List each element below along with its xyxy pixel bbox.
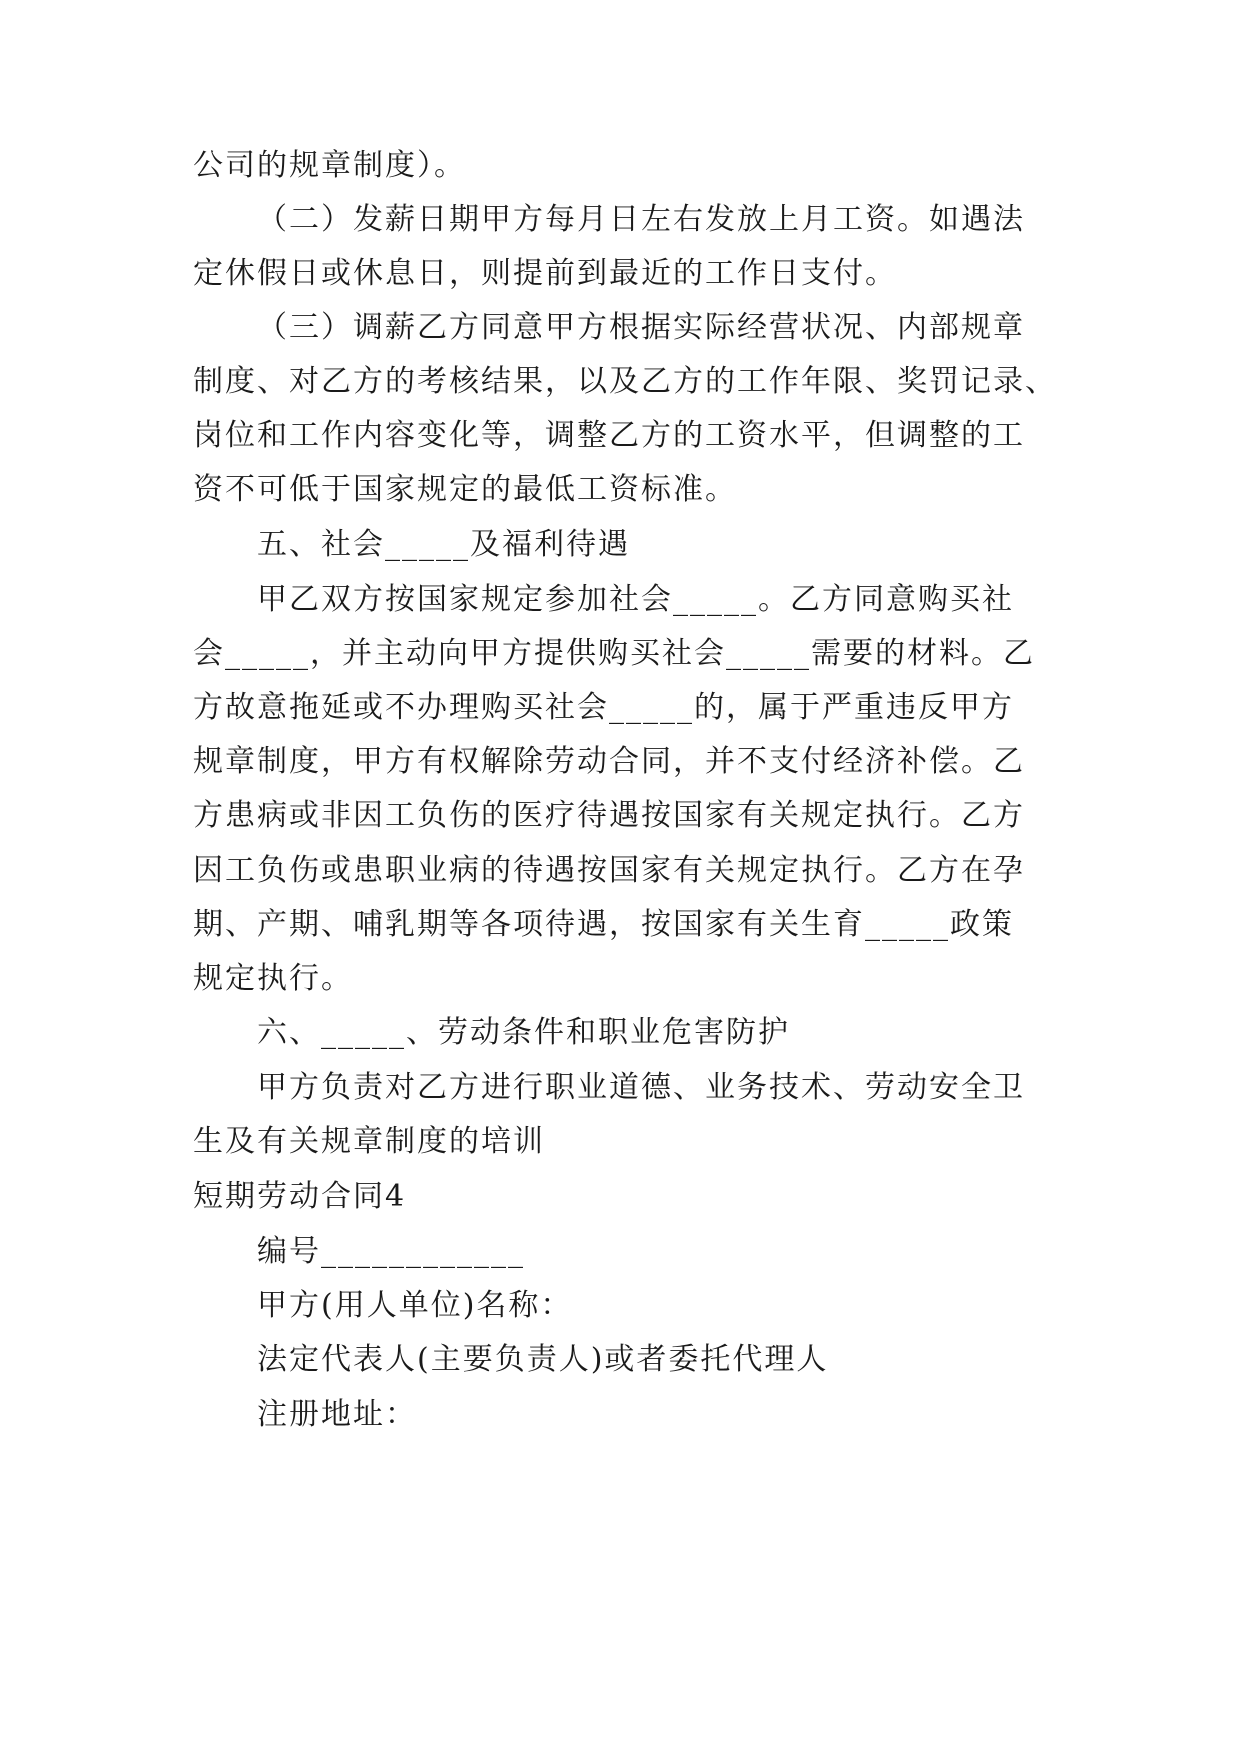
document-title: 短期劳动合同4 [193,1179,407,1214]
paragraph-line: 期、产期、哺乳期等各项待遇，按国家有关生育_____政策 [193,907,1014,942]
paragraph-line: 甲乙双方按国家规定参加社会_____。乙方同意购买社 [257,582,1014,617]
registered-address-field: 注册地址： [257,1397,417,1432]
paragraph-line: 规章制度，甲方有权解除劳动合同，并不支付经济补偿。乙 [193,744,1025,779]
paragraph-line: 因工负伤或患职业病的待遇按国家有关规定执行。乙方在孕 [193,853,1025,888]
paragraph-line: 生及有关规章制度的培训 [193,1124,545,1159]
paragraph-line: 会_____，并主动向甲方提供购买社会_____需要的材料。乙 [193,636,1035,671]
paragraph-line: 甲方负责对乙方进行职业道德、业务技术、劳动安全卫 [257,1070,1025,1105]
party-a-name-field: 甲方(用人单位)名称： [257,1288,573,1323]
paragraph-line: 岗位和工作内容变化等，调整乙方的工资水平，但调整的工 [193,418,1025,453]
paragraph-line: 制度、对乙方的考核结果，以及乙方的工作年限、奖罚记录、 [193,364,1057,399]
paragraph-line: （二）发薪日期甲方每月日左右发放上月工资。如遇法 [257,202,1025,237]
paragraph-line: 公司的规章制度）。 [193,148,466,183]
section-heading: 五、社会_____及福利待遇 [257,527,630,562]
paragraph-line: 规定执行。 [193,961,353,996]
paragraph-line: 资不可低于国家规定的最低工资标准。 [193,472,737,507]
paragraph-line: 方故意拖延或不办理购买社会_____的，属于严重违反甲方 [193,690,1014,725]
paragraph-line: （三）调薪乙方同意甲方根据实际经营状况、内部规章 [257,310,1025,345]
legal-representative-field: 法定代表人(主要负责人)或者委托代理人 [257,1342,829,1377]
contract-number-field: 编号____________ [257,1234,525,1269]
paragraph-line: 方患病或非因工负伤的医疗待遇按国家有关规定执行。乙方 [193,798,1025,833]
paragraph-line: 定休假日或休息日，则提前到最近的工作日支付。 [193,256,897,291]
section-heading: 六、_____、劳动条件和职业危害防护 [257,1015,790,1050]
